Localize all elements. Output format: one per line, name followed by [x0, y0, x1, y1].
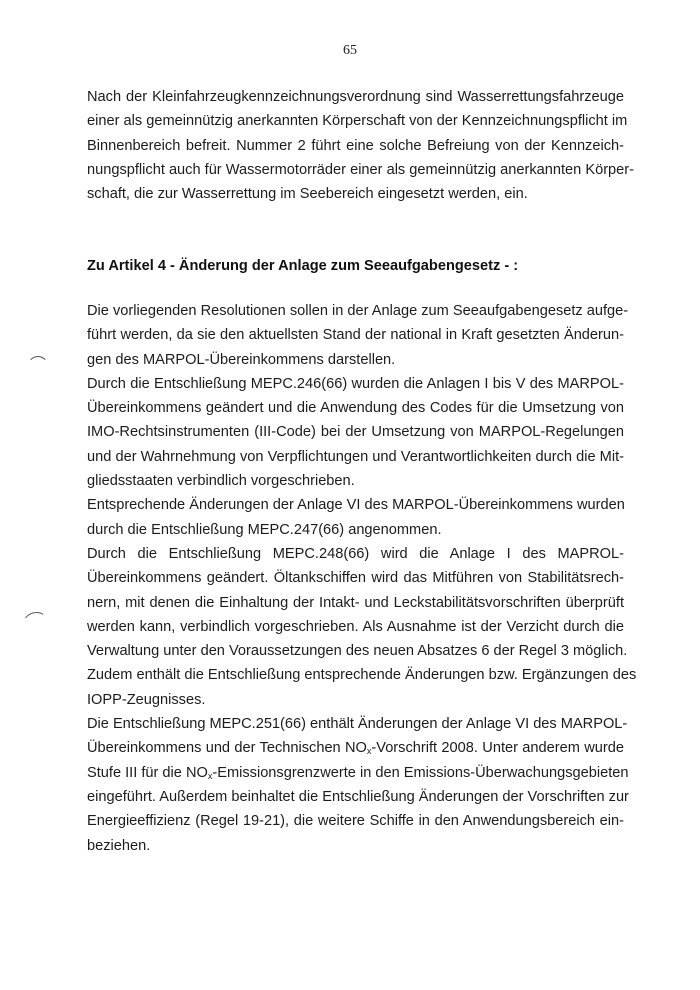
text-line: Übereinkommens geändert und die Anwendung des Codes für die Umsetzung von: [87, 400, 624, 417]
section-heading: Zu Artikel 4 - Änderung der Anlage zum Seeaufgabengesetz - :: [87, 258, 519, 274]
text-line: und der Wahrnehmung von Verpflichtungen und Verantwortlichkeiten durch die Mit-: [87, 448, 624, 465]
text-line: nern, mit denen die Einhaltung der Intakt- und Leckstabilitätsvorschriften überprüft: [87, 594, 624, 611]
text-line: Die Entschließung MEPC.251(66) enthält Änderungen der Anlage VI des MARPOL-: [87, 716, 628, 733]
text-line: gen des MARPOL-Übereinkommens darstellen.: [87, 351, 396, 368]
text-line: Übereinkommens geändert. Öltankschiffen wird das Mitführen von Stabilitätsrech-: [87, 570, 624, 587]
text-line: Energieeffizienz (Regel 19-21), die weitere Schiffe in den Anwendungsbereich ein-: [87, 813, 624, 830]
punch-hole-mark: [21, 610, 51, 639]
text-line: nungspflicht auch für Wassermotorräder einer als gemeinnützig anerkannten Körper-: [87, 161, 635, 178]
text-line: durch die Entschließung MEPC.247(66) angenommen.: [87, 521, 442, 538]
subscript-x: x: [207, 770, 213, 781]
text-line: Durch die Entschließung MEPC.248(66) wird die Anlage I des MAPROL-: [87, 545, 624, 562]
text-line: Binnenbereich befreit. Nummer 2 führt eine solche Befreiung von der Kennzeich-: [87, 137, 624, 154]
text-line: IMO-Rechtsinstrumenten (III-Code) bei der Umsetzung von MARPOL-Regelungen: [87, 424, 624, 441]
text-line: Entsprechende Änderungen der Anlage VI des MARPOL-Übereinkommens wurden: [87, 497, 625, 514]
text-segment: -Vorschrift 2008. Unter anderem wurde: [371, 740, 624, 757]
text-line: Verwaltung unter den Voraussetzungen des neuen Absatzes 6 der Regel 3 möglich.: [87, 643, 628, 660]
text-line-nox: [87, 736, 624, 760]
subscript-x: x: [366, 746, 372, 757]
page-number: 65: [343, 43, 357, 58]
text-line: Die vorliegenden Resolutionen sollen in der Anlage zum Seeaufgabengesetz aufge-: [87, 303, 629, 319]
paragraph-intro: [87, 85, 635, 206]
text-line: schaft, die zur Wasserrettung im Seebereich eingesetzt werden, ein.: [87, 186, 528, 203]
text-line: führt werden, da sie den aktuellsten Stand der national in Kraft gesetzten Änderun-: [87, 327, 624, 344]
text-segment: Stufe III für die NO: [87, 764, 208, 781]
text-segment: Übereinkommens und der Technischen NO: [87, 740, 367, 757]
punch-hole-mark: [27, 356, 49, 380]
text-line: beziehen.: [87, 837, 151, 854]
text-line-nox: [87, 761, 629, 785]
text-segment: -Emissionsgrenzwerte in den Emissions-Überwachungsgebieten: [212, 764, 629, 781]
text-line: gliedsstaaten verbindlich vorgeschrieben.: [87, 473, 355, 490]
paragraph-body: [87, 299, 637, 858]
text-line: Zudem enthält die Entschließung entsprechende Änderungen bzw. Ergänzungen des: [87, 667, 637, 684]
text-line: Durch die Entschließung MEPC.246(66) wurden die Anlagen I bis V des MARPOL-: [87, 375, 624, 392]
text-line: einer als gemeinnützig anerkannten Körperschaft von der Kennzeichnungspflicht im: [87, 113, 628, 130]
text-line: IOPP-Zeugnisses.: [87, 691, 206, 708]
text-line: werden kann, verbindlich vorgeschrieben. Als Ausnahme ist der Verzicht durch die: [87, 618, 624, 635]
text-line: Nach der Kleinfahrzeugkennzeichnungsverordnung sind Wasserrettungsfahrzeuge: [87, 89, 624, 105]
text-line: eingeführt. Außerdem beinhaltet die Entschließung Änderungen der Vorschriften zur: [87, 788, 629, 805]
